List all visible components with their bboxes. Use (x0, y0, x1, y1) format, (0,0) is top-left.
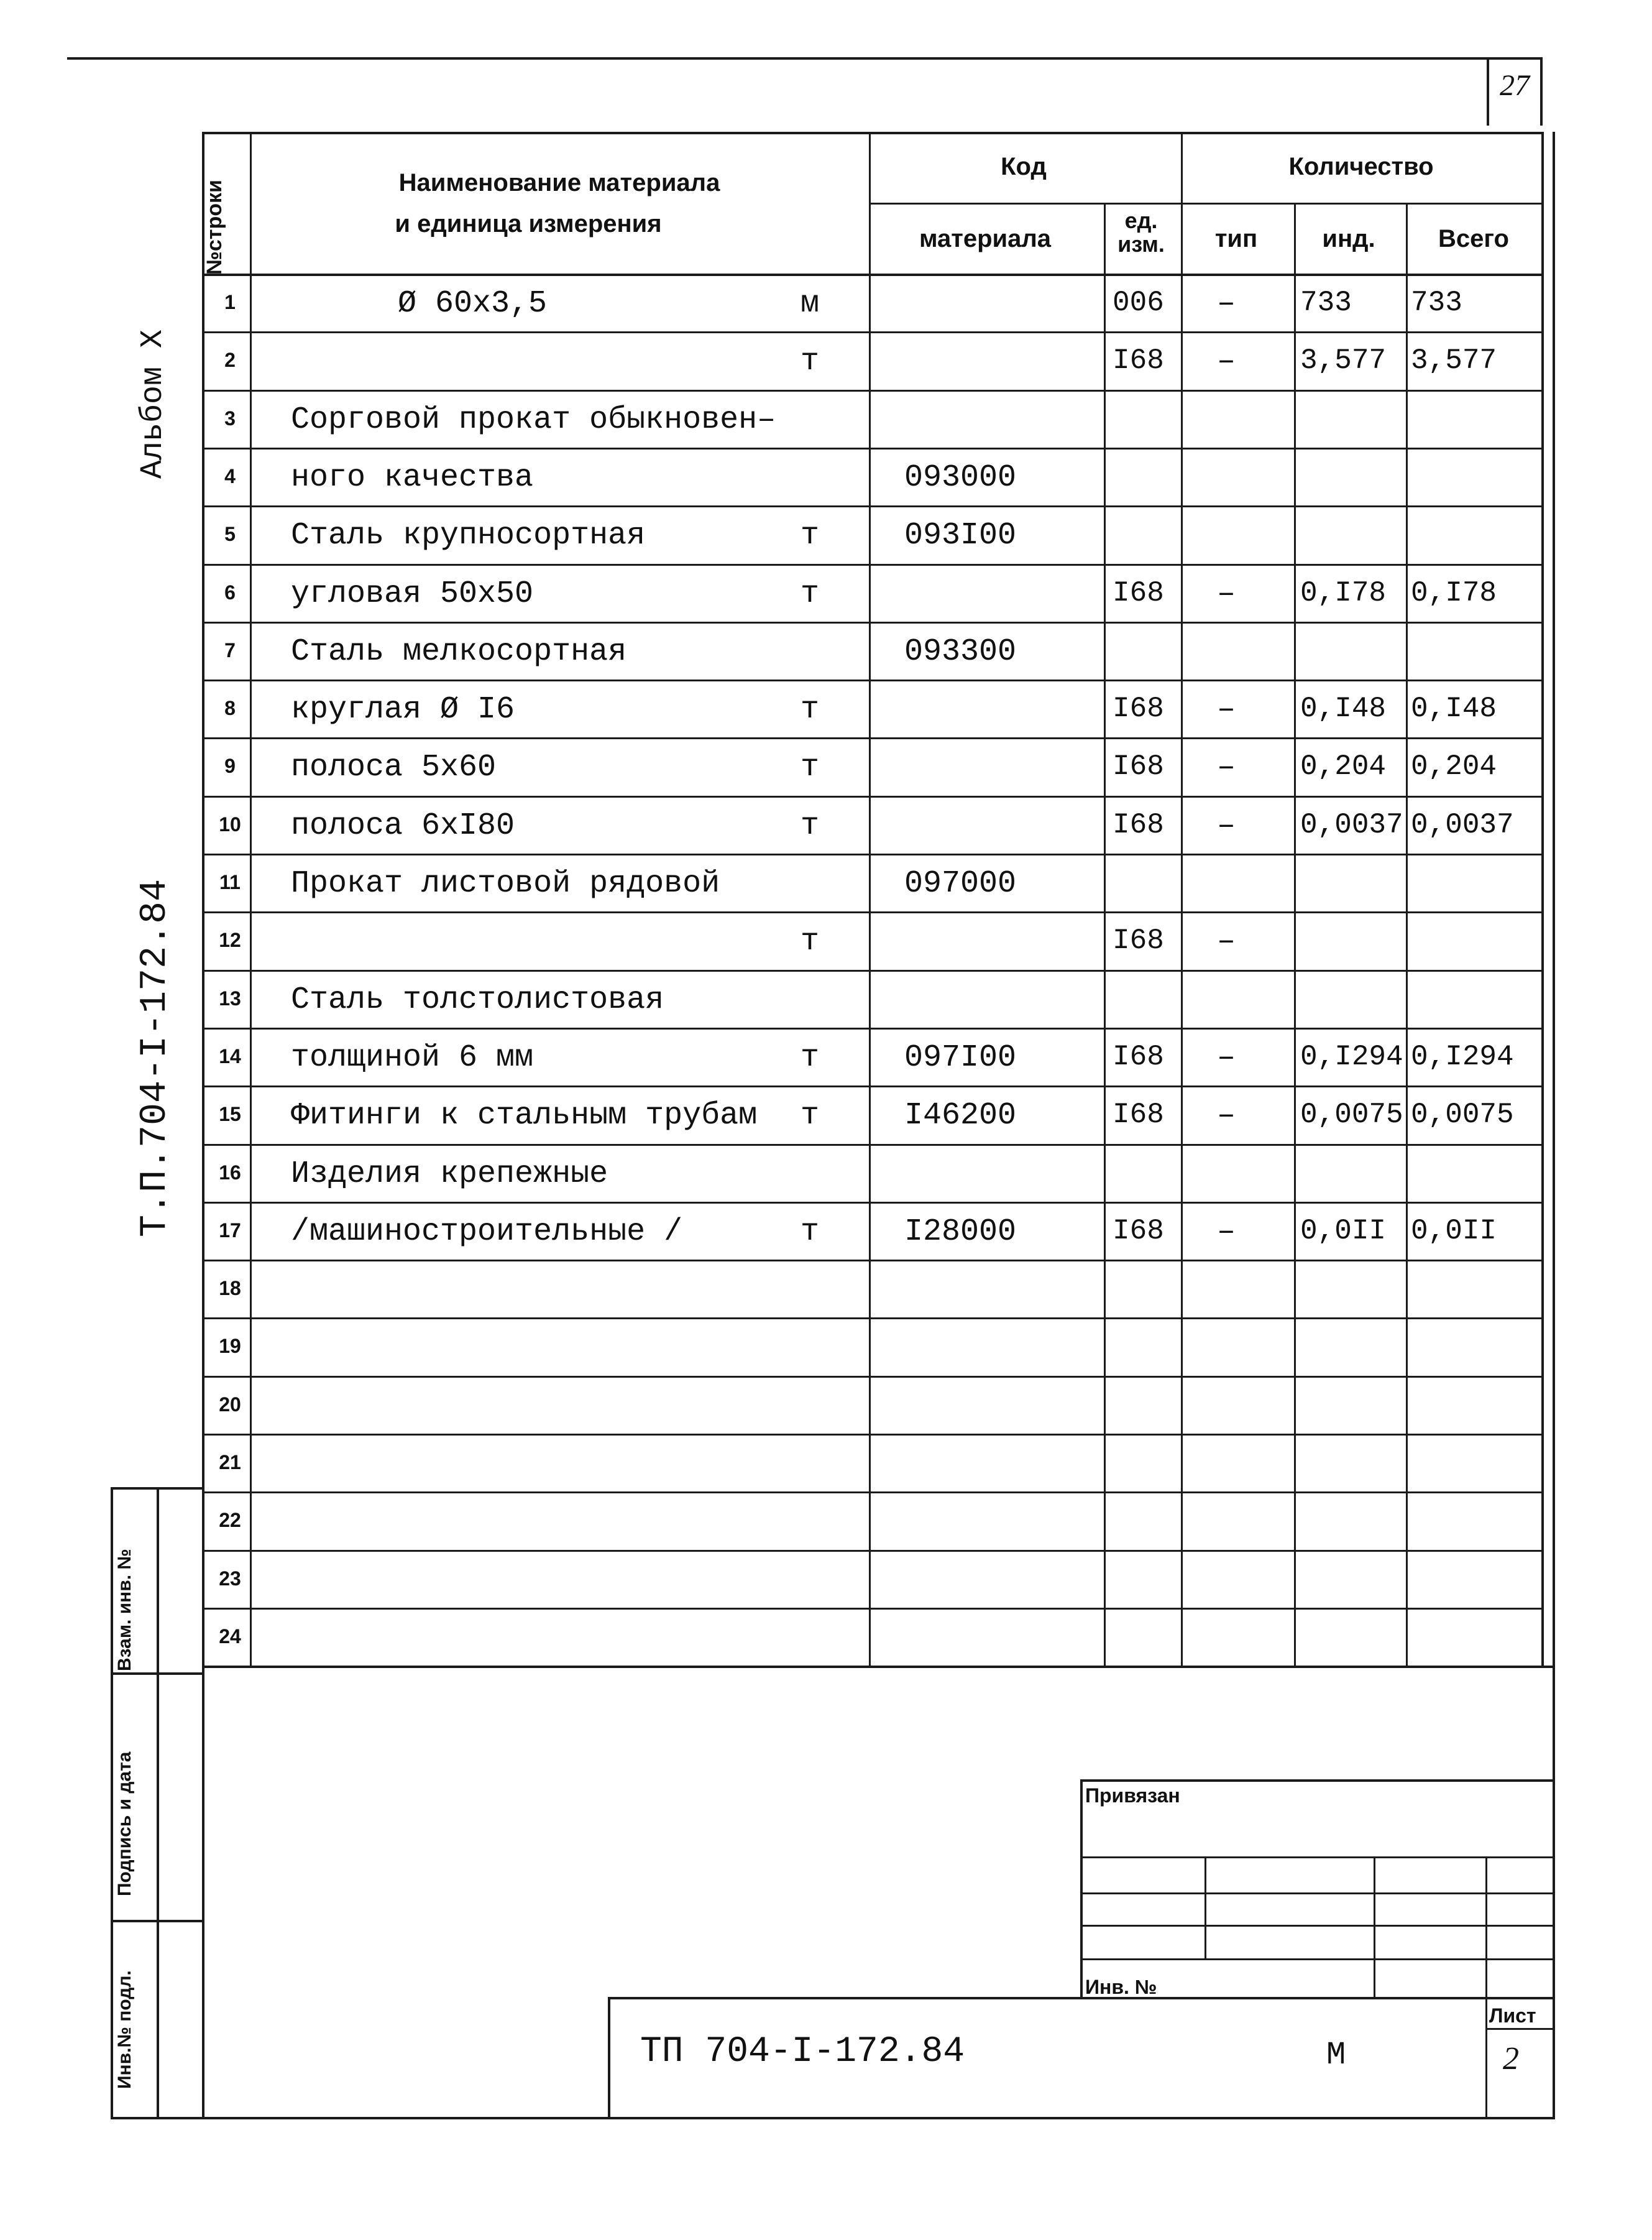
qty-ind: 0,0II (1300, 1214, 1387, 1247)
row-number: 21 (219, 1451, 241, 1473)
header-bottom-line (202, 274, 1541, 276)
material-name: Изделия крепежные (291, 1156, 608, 1192)
row-number: 4 (224, 464, 236, 487)
title-block-line (1205, 1856, 1206, 1958)
inv-no-label: Инв. № (1085, 1976, 1157, 1998)
column-line (1294, 203, 1296, 1666)
row-number: 12 (219, 929, 241, 952)
top-border-line (67, 57, 1540, 60)
row-number: 20 (219, 1393, 241, 1416)
title-block-line (1485, 1856, 1487, 2118)
row-line (202, 622, 1541, 624)
row-number: 9 (224, 755, 236, 778)
qty-type: – (1217, 576, 1236, 612)
row-line (202, 1317, 1541, 1319)
row-number: 13 (219, 987, 241, 1010)
header-sub-line (869, 203, 1541, 205)
stamp-top-line (111, 1487, 204, 1490)
material-name: Ø 60x3,5 (398, 286, 548, 321)
row-line (202, 1491, 1541, 1493)
row-number: 24 (219, 1625, 241, 1648)
doc-code: ТП 704-I-172.84 (640, 2032, 965, 2072)
row-number: 8 (224, 697, 236, 720)
material-code: 093I00 (904, 518, 1017, 554)
doc-mark: М (1326, 2037, 1346, 2073)
row-number: 7 (224, 638, 236, 661)
row-number: 23 (219, 1567, 241, 1590)
column-line (1181, 132, 1183, 1666)
row-line (202, 854, 1541, 855)
qty-type: – (1217, 1098, 1236, 1134)
material-code: I28000 (904, 1214, 1017, 1250)
unit-code: I68 (1113, 693, 1164, 726)
unit-code: I68 (1113, 344, 1164, 377)
page-number: 27 (1500, 69, 1530, 102)
qty-total: 0,I48 (1411, 693, 1497, 726)
page-number-box-left (1487, 57, 1489, 126)
header-code-group: Код (1001, 153, 1047, 180)
row-line (202, 911, 1541, 913)
header-row-number: №строки (203, 180, 226, 275)
material-unit: т (801, 1098, 820, 1134)
header-qty-group: Количество (1288, 153, 1434, 180)
header-top-line (202, 132, 1541, 134)
material-code: 093300 (904, 634, 1017, 670)
header-qty-type: тип (1214, 225, 1258, 252)
material-name: /машиностроительные / (291, 1214, 683, 1250)
row-line (202, 970, 1541, 972)
row-number: 6 (224, 581, 236, 604)
stamp-inv-original: Инв.№ подл. (114, 1970, 135, 2089)
material-name: круглая Ø I6 (291, 692, 515, 728)
row-line (202, 737, 1541, 739)
row-line (202, 1144, 1541, 1146)
qty-type: – (1217, 692, 1236, 728)
row-line (202, 331, 1541, 333)
material-code: 093000 (904, 459, 1017, 495)
qty-type: – (1217, 924, 1236, 960)
row-line (202, 1550, 1541, 1552)
qty-type: – (1217, 750, 1236, 786)
material-name: толщиной 6 мм (291, 1039, 534, 1076)
row-number: 5 (224, 523, 236, 546)
title-block-line (1374, 1856, 1375, 1997)
row-line (202, 1202, 1541, 1204)
unit-code: I68 (1113, 1099, 1164, 1132)
material-name: Сталь крупносортная (291, 518, 646, 554)
bottom-frame (202, 2117, 1555, 2119)
header-code-material: материала (919, 225, 1052, 252)
row-number: 3 (224, 407, 236, 430)
sheet-label: Лист (1489, 2004, 1536, 2027)
row-line (202, 796, 1541, 798)
material-name: Фитинги к стальным трубам (291, 1098, 758, 1134)
qty-type: – (1217, 1039, 1236, 1076)
title-block-line (1080, 1779, 1553, 1782)
qty-ind: 3,577 (1300, 344, 1387, 377)
title-block-line (1080, 1779, 1083, 1997)
qty-total: 3,577 (1411, 344, 1497, 377)
header-name-line1: Наименование материала (398, 169, 720, 196)
row-line (202, 1608, 1541, 1610)
material-unit: т (801, 518, 820, 554)
material-code: I46200 (904, 1098, 1017, 1134)
title-block-line (1080, 1892, 1553, 1894)
row-number: 11 (219, 871, 241, 893)
project-code-side: Т.П.704-I-172.84 (134, 878, 177, 1237)
row-line (202, 1085, 1541, 1087)
right-frame (1553, 132, 1555, 2117)
qty-ind: 0,I48 (1300, 693, 1387, 726)
qty-ind: 0,I78 (1300, 576, 1387, 609)
row-number: 18 (219, 1277, 241, 1300)
column-line (1541, 132, 1544, 1666)
row-line (202, 680, 1541, 681)
lower-frame-top (202, 1666, 1555, 1668)
stamp-sign-date: Подпись и дата (114, 1751, 135, 1896)
unit-code: I68 (1113, 808, 1164, 841)
material-unit: т (801, 344, 820, 380)
row-line (202, 1028, 1541, 1030)
column-line (869, 132, 871, 1666)
page-number-box-right (1540, 57, 1543, 126)
qty-ind: 0,204 (1300, 750, 1387, 783)
qty-ind: 733 (1300, 287, 1352, 319)
unit-code: I68 (1113, 924, 1164, 957)
title-block-line (1080, 1925, 1553, 1927)
material-code: 097000 (904, 866, 1017, 901)
material-unit: м (801, 286, 820, 321)
qty-total: 0,0037 (1411, 808, 1514, 841)
unit-code: 006 (1113, 287, 1164, 319)
row-line (202, 1434, 1541, 1436)
stamp-line (111, 1672, 204, 1675)
stamp-line (111, 2117, 204, 2119)
header-qty-ind: инд. (1322, 225, 1375, 252)
stamp-left-line (111, 1487, 113, 2117)
unit-code: I68 (1113, 1040, 1164, 1073)
row-number: 1 (224, 291, 236, 313)
stamp-mid-line (157, 1487, 159, 2117)
material-name: Прокат листовой рядовой (291, 866, 720, 901)
material-name: Сталь толстолистовая (291, 982, 664, 1018)
column-line (1406, 203, 1408, 1666)
qty-ind: 0,0037 (1300, 808, 1403, 841)
stamp-replace-inv: Взам. инв. № (114, 1549, 135, 1671)
qty-type: – (1217, 808, 1236, 844)
row-number: 17 (219, 1219, 241, 1242)
album-label: Альбом X (135, 329, 171, 479)
material-name: полоса 6xI80 (291, 808, 515, 844)
qty-ind: 0,I294 (1300, 1040, 1403, 1073)
title-block-line (1485, 2028, 1553, 2030)
material-unit: т (801, 924, 820, 960)
material-unit: т (801, 750, 820, 786)
unit-code: I68 (1113, 576, 1164, 609)
qty-type: – (1217, 344, 1236, 380)
attached-label: Привязан (1085, 1784, 1180, 1807)
qty-total: 0,I78 (1411, 576, 1497, 609)
lower-frame-left (202, 1666, 204, 2117)
row-number: 19 (219, 1335, 241, 1358)
material-unit: т (801, 1039, 820, 1076)
unit-code: I68 (1113, 750, 1164, 783)
sheet-number: 2 (1503, 2041, 1519, 2076)
title-block-line (609, 1997, 1553, 1999)
material-unit: т (801, 808, 820, 844)
row-number: 22 (219, 1509, 241, 1532)
row-number: 14 (219, 1044, 241, 1067)
material-unit: т (801, 576, 820, 612)
material-code: 097I00 (904, 1039, 1017, 1076)
row-line (202, 564, 1541, 566)
row-line (202, 1376, 1541, 1378)
unit-code: I68 (1113, 1214, 1164, 1247)
material-name: Сорговой прокат обыкновен– (291, 402, 776, 438)
column-line (1104, 203, 1106, 1666)
qty-type: – (1217, 286, 1236, 321)
row-line (202, 1260, 1541, 1261)
qty-total: 0,I294 (1411, 1040, 1514, 1073)
material-name: ного качества (291, 459, 534, 495)
material-unit: т (801, 692, 820, 728)
row-line (202, 390, 1541, 392)
row-number: 16 (219, 1161, 241, 1184)
qty-total: 0,0075 (1411, 1099, 1514, 1132)
title-block-line (608, 1997, 610, 2117)
qty-total: 0,0II (1411, 1214, 1497, 1247)
title-block-line (1080, 1958, 1553, 1960)
row-number: 2 (224, 349, 236, 372)
qty-type: – (1217, 1214, 1236, 1250)
material-name: полоса 5x60 (291, 750, 497, 786)
header-qty-total: Всего (1438, 225, 1509, 252)
row-number: 10 (219, 813, 241, 836)
row-line (202, 448, 1541, 449)
material-unit: т (801, 1214, 820, 1250)
header-name-line2: и единица измерения (395, 210, 662, 237)
row-number: 15 (219, 1103, 241, 1126)
stamp-line (111, 1920, 204, 1922)
qty-total: 0,204 (1411, 750, 1497, 783)
qty-ind: 0,0075 (1300, 1099, 1403, 1132)
material-name: угловая 50x50 (291, 576, 534, 612)
header-code-unit: ед. изм. (1117, 208, 1165, 257)
title-block-line (1080, 1856, 1553, 1858)
row-line (202, 505, 1541, 507)
material-name: Сталь мелкосортная (291, 634, 627, 670)
qty-total: 733 (1411, 287, 1462, 319)
